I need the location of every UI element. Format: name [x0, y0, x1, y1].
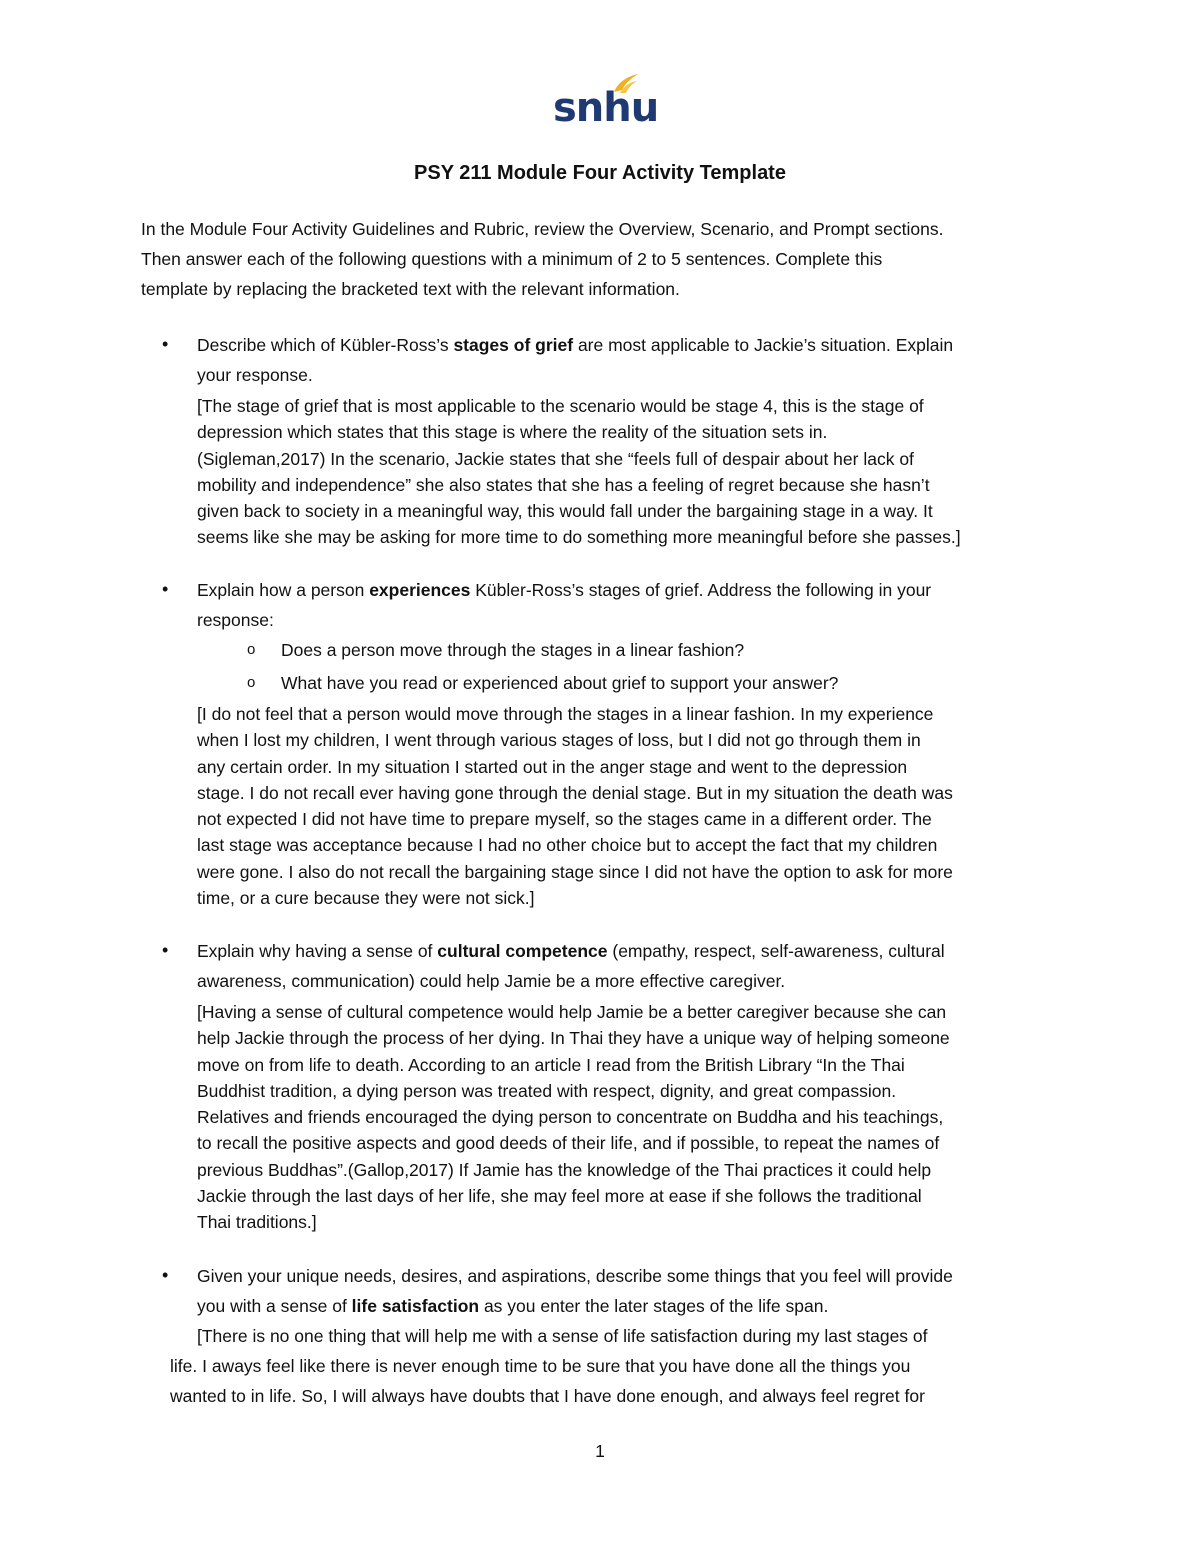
question-text: (empathy, respect, self-awareness, cultural [607, 941, 945, 961]
bullet-icon: • [162, 1265, 169, 1285]
answer-line: Buddhist tradition, a dying person was treated with respect, dignity, and great compassion. [197, 1080, 897, 1101]
sub-bullet-icon: o [247, 641, 256, 658]
sub-question: Does a person move through the stages in a linear fashion? [281, 640, 745, 660]
logo-wordmark: snhu [553, 85, 659, 131]
question-line: awareness, communication) could help Jamie be a more effective caregiver. [197, 971, 786, 991]
answer-line: (Sigleman,2017) In the scenario, Jackie states that she “feels full of despair about her lack of [197, 448, 914, 469]
question-line: Given your unique needs, desires, and aspirations, describe some things that you feel will provide [197, 1266, 953, 1286]
answer-line: [The stage of grief that is most applicable to the scenario would be stage 4, this is the stage of [197, 396, 924, 416]
question-text: Explain how a person [197, 580, 370, 600]
question-text: Kübler-Ross’s stages of grief. Address the following in your [470, 580, 932, 600]
bullet-icon: • [162, 334, 169, 354]
question-text: Explain why having a sense of [197, 941, 438, 961]
answer-4 [170, 1321, 1070, 1411]
question-text: Describe which of Kübler-Ross’s [197, 335, 454, 355]
answer-line: when I lost my children, I went through various stages of loss, but I did not go through them in [197, 730, 921, 751]
answer-line: [There is no one thing that will help me with a sense of life satisfaction during my last stages of [197, 1326, 928, 1346]
question-1 [197, 330, 1077, 390]
intro-line: Then answer each of the following questions with a minimum of 2 to 5 sentences. Complete this [141, 249, 883, 269]
question-line [197, 330, 1077, 360]
question-text: are most applicable to Jackie’s situation. Explain [573, 335, 954, 355]
intro-line: template by replacing the bracketed text with the relevant information. [141, 279, 680, 299]
answer-line: life. I aways feel like there is never enough time to be sure that you have done all the things you [170, 1356, 911, 1376]
answer-line: [Having a sense of cultural competence would help Jamie be a better caregiver because she can [197, 1002, 947, 1022]
question-line [197, 936, 1077, 966]
answer-line: Relatives and friends encouraged the dying person to concentrate on Buddha and his teachings, [197, 1107, 944, 1128]
question-3 [197, 936, 1077, 996]
answer-line: mobility and independence” she also states that she has a feeling of regret because she hasn’t [197, 474, 930, 495]
answer-line: given back to society in a meaningful way, this would fall under the bargaining stage in a way. It [197, 501, 933, 522]
sub-question: What have you read or experienced about grief to support your answer? [281, 673, 839, 693]
question-line [197, 575, 1077, 605]
question-text: you with a sense of [197, 1296, 352, 1316]
answer-line: Thai traditions.] [197, 1212, 317, 1233]
answer-line: [I do not feel that a person would move through the stages in a linear fashion. In my experience [197, 704, 934, 724]
answer-line: were gone. I also do not recall the bargaining stage since I did not have the option to ask for more [197, 861, 953, 882]
answer-line: depression which states that this stage is where the reality of the situation sets in. [197, 422, 828, 443]
question-keyword: experiences [369, 580, 471, 600]
answer-line: stage. I do not recall ever having gone through the denial stage. But in my situation the death was [197, 782, 953, 803]
page-title: PSY 211 Module Four Activity Template [414, 162, 786, 184]
question-text: as you enter the later stages of the life span. [479, 1296, 829, 1316]
question-keyword: cultural competence [437, 941, 608, 961]
question-keyword: stages of grief [453, 335, 574, 355]
answer-3 [197, 999, 1077, 1236]
answer-line: wanted to in life. So, I will always have doubts that I have done enough, and always feel regret for [170, 1386, 925, 1406]
intro-line: In the Module Four Activity Guidelines and Rubric, review the Overview, Scenario, and Prompt sections. [141, 219, 944, 239]
question-keyword: life satisfaction [351, 1296, 480, 1316]
answer-2 [197, 701, 1077, 911]
snhu-logo [553, 72, 659, 134]
question-line [197, 1291, 1077, 1321]
answer-line: seems like she may be asking for more time to do something more meaningful before she passes.] [197, 527, 961, 548]
answer-line: time, or a cure because they were not sick.] [197, 888, 535, 909]
answer-line: not expected I did not have time to prepare myself, so the stages came in a different order. The [197, 809, 932, 830]
answer-line: move on from life to death. According to an article I read from the British Library “In the Thai [197, 1054, 905, 1075]
question-line: your response. [197, 365, 313, 385]
question-4 [197, 1261, 1077, 1321]
bullet-icon: • [162, 940, 169, 960]
answer-1 [197, 393, 1077, 551]
question-2 [197, 575, 1077, 635]
sub-bullet-icon: o [247, 674, 256, 691]
answer-line: help Jackie through the process of her dying. In Thai they have a unique way of helping someone [197, 1028, 950, 1049]
answer-line: to recall the positive aspects and good deeds of their life, and if possible, to repeat the names of [197, 1133, 940, 1154]
answer-line: any certain order. In my situation I started out in the anger stage and went to the depression [197, 756, 908, 777]
intro-paragraph [141, 214, 1071, 304]
page-number: 1 [595, 1441, 605, 1461]
answer-line: Jackie through the last days of her life, she may feel more at ease if she follows the traditional [197, 1186, 922, 1207]
question-line: response: [197, 610, 274, 630]
answer-line: previous Buddhas”.(Gallop,2017) If Jamie has the knowledge of the Thai practices it could help [197, 1159, 932, 1180]
bullet-icon: • [162, 579, 169, 599]
answer-line: last stage was acceptance because I had no other choice but to accept the fact that my children [197, 835, 938, 856]
